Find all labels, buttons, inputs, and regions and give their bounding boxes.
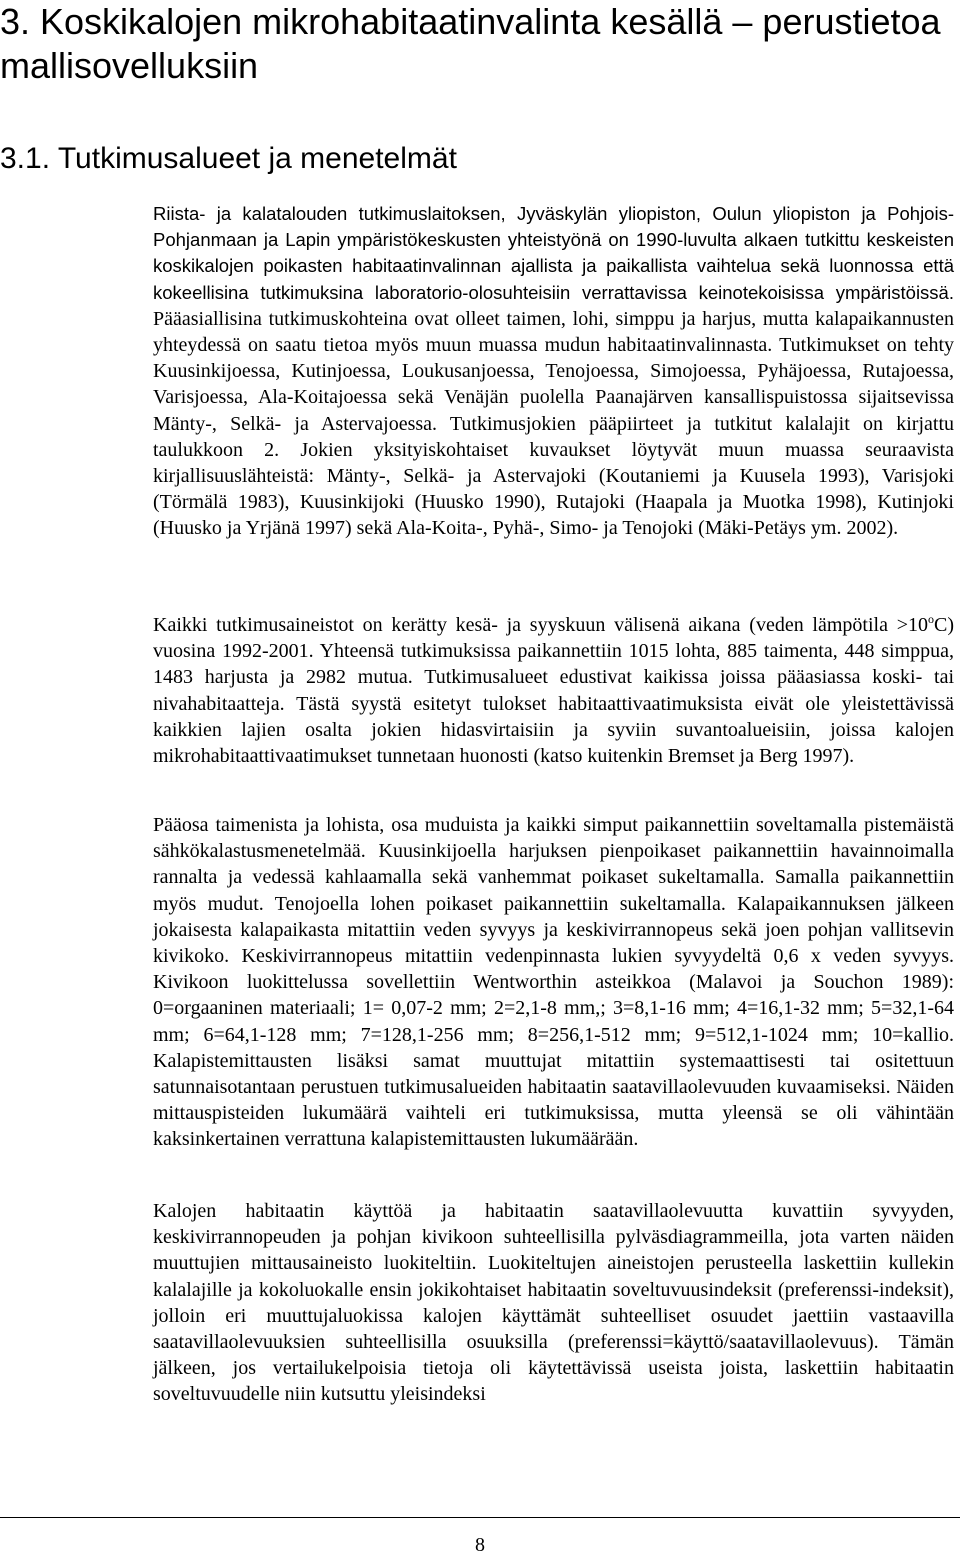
degree-superscript: o	[928, 612, 934, 626]
section-title: 3.1. Tutkimusalueet ja menetelmät	[0, 142, 457, 175]
paragraph-intro: Riista- ja kalatalouden tutkimuslaitoksen, Jyväskylän yliopiston, Oulun yliopiston ja Pohjois-Pohjanmaan ja Lapin ympäristökeskusten yhteistyönä on 1990-luvulta alkaen tutkittu keskeisten koskikalojen poikasten habitaatinvalinnan ajallista ja paikallista vaihtelua sekä luonnossa että kokeellisina tutkimuksina laboratorio-olosuhteisiin verrattavissa keinotekoisissa ympäristöissä.	[153, 203, 954, 303]
paragraph-text: C) vuosina 1992-2001. Yhteensä tutkimuksissa paikannettiin 1015 lohta, 885 taimenta, 448 simppua, 1483 harjusta ja 2982 mutua. Tutkimusalueet edustivat kaikissa joissa pääasiassa koski- tai nivahabitaatteja. Tästä syystä esitetyt tulokset habitaattivaatimuksista eivät ole yleistettävissä kaikkien lajien osalta jokien hidasvirtaisiin ja syviin suvantoalueisiin, joissa kalojen mikrohabitaattivaatimukset tunnetaan huonosti (katso kuitenkin Bremset ja Berg 1997).	[153, 614, 954, 768]
footer-divider	[0, 1517, 960, 1518]
paragraph-continuation: Pääasiallisina tutkimuskohteina ovat olleet taimen, lohi, simppu ja harjus, mutta kalapaikannusten yhteydessä on saatu tietoa myös muun muassa mudun habitaatinvalinnasta. Tutkimukset on tehty Kuusinkijoessa, Kutinjoessa, Loukusanjoessa, Tenojoessa, Simojoessa, Pyhäjoessa, Rutajoessa, Varisjoessa, Ala-Koitajoessa sekä Venäjän puolella Paanajärven kansallispuistossa sijaitsevissa Mänty-, Selkä- ja Astervajoessa. Tutkimusjokien pääpiirteet ja tutkitut kalalajit on kirjattu taulukkoon 2. Jokien yksityiskohtaiset kuvaukset löytyvät muun muassa seuraavista kirjallisuuslähteistä: Mänty-, Selkä- ja Astervajoki (Koutaniemi ja Kuusela 1993), Varisjoki (Törmälä 1983), Kuusinkijoki (Huusko 1990), Rutajoki (Haapala ja Muotka 1998), Kutinjoki (Huusko ja Yrjänä 1997) sekä Ala-Koita-, Pyhä-, Simo- ja Tenojoki (Mäki-Petäys ym. 2002).	[153, 307, 954, 540]
paragraph-data-collection	[153, 612, 954, 769]
paragraph-text: Kaikki tutkimusaineistot on kerätty kesä- ja syyskuun välisenä aikana (veden lämpötila >10	[153, 614, 928, 636]
paragraph-methods: Pääosa taimenista ja lohista, osa muduista ja kaikki simput paikannettiin soveltamalla pistemäistä sähkökalastusmenetelmää. Kuusinkijoella harjuksen pienpoikaset paikannettiin havainnoimalla rannalta ja vedessä kahlaamalla sekä vanhemmat poikaset sukeltamalla. Samalla paikannettiin myös mudut. Tenojoella lohen poikaset paikannettiin sukeltamalla. Kalapaikannuksen jälkeen jokaisesta kalapaikasta mitattiin veden syvyys ja keskivirrannopeus sekä joen pohjan vallitsevin kivikoko. Keskivirrannopeus mitattiin vedenpinnasta lukien syvyydeltä 0,6 x veden syvyys. Kivikoon luokittelussa sovellettiin Wentworthin asteikkoa (Malavoi ja Souchon 1989): 0=orgaaninen materiaali; 1= 0,07-2 mm; 2=2,1-8 mm,; 3=8,1-16 mm; 4=16,1-32 mm; 5=32,1-64 mm; 6=64,1-128 mm; 7=128,1-256 mm; 8=256,1-512 mm; 9=512,1-1024 mm; 10=kallio. Kalapistemittausten lisäksi samat muuttujat mitattiin systemaattisesti tai ositettuun satunnaisotantaan perustuen tutkimusalueiden habitaatin saatavillaolevuuden kuvaamiseksi. Näiden mittauspisteiden lukumäärä vaihteli eri tutkimuksissa, mutta yleensä se oli vähintään kaksinkertainen verrattuna kalapistemittausten lukumäärään.	[153, 814, 954, 1151]
paragraph-analysis: Kalojen habitaatin käyttöä ja habitaatin saatavillaolevuutta kuvattiin syvyyden, keskivirrannopeuden ja pohjan kivikoon suhteellisilla pylväsdiagrammeilla, jota varten näiden muuttujien mittausaineisto luokiteltiin. Luokiteltujen aineistojen perusteella laskettiin kullekin kalalajille ja kokoluokalle ensin jokikohtaiset habitaatin soveltuvuusindeksit (preferenssi-indeksit), jolloin eri muuttujaluokissa kalojen käyttämät suhteelliset osuudet jaettiin vastaavilla saatavillaolevuuksien suhteellisilla osuuksilla (preferenssi=käyttö/saatavillaolevuus). Tämän jälkeen, jos vertailukelpoisia tietoja oli käytettävissä useista joista, laskettiin habitaatin soveltuvuudelle niin kutsuttu yleisindeksi	[153, 1200, 954, 1406]
chapter-title: 3. Koskikalojen mikrohabitaatinvalinta kesällä – perustietoa mallisovelluksiin	[0, 1, 941, 86]
page-number: 8	[475, 1534, 485, 1556]
paragraph-study-areas	[153, 201, 954, 542]
